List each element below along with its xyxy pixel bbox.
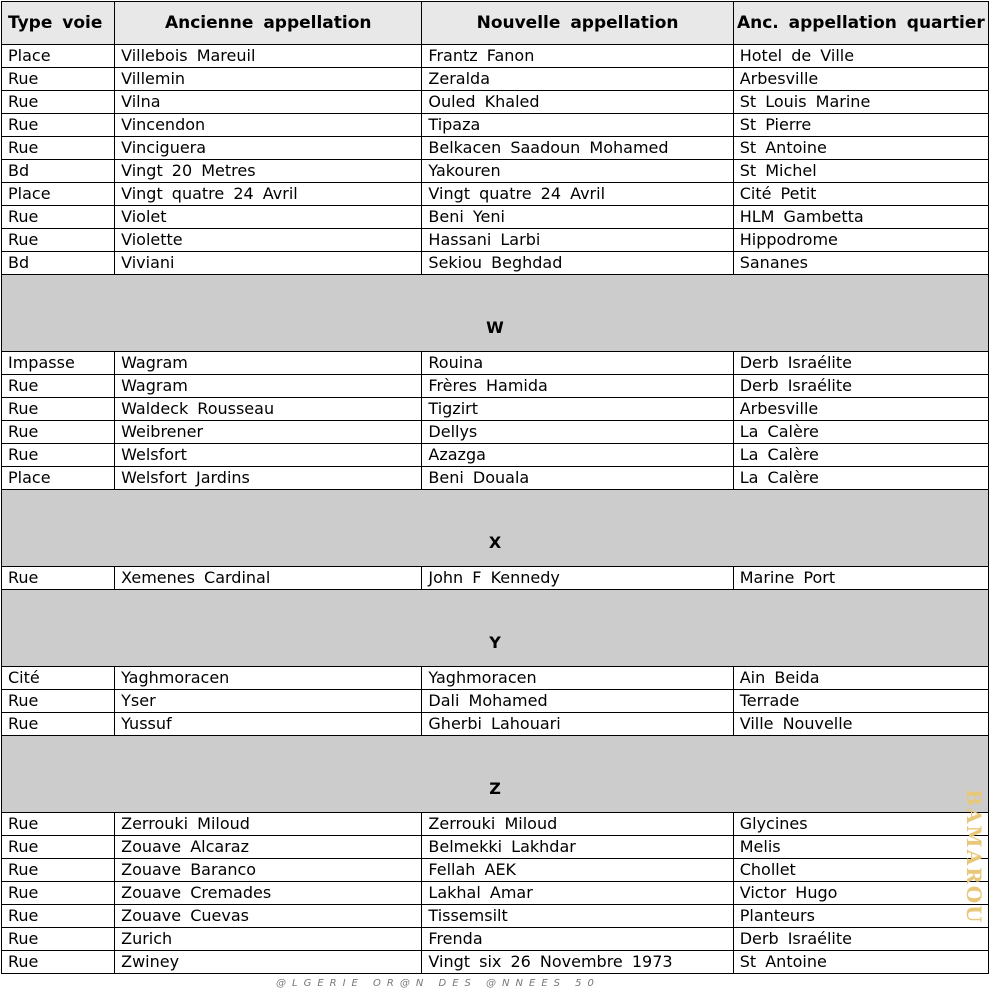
cell-type-voie: Bd — [2, 252, 115, 275]
cell-type-voie: Rue — [2, 114, 115, 137]
cell-quartier: Hotel de Ville — [733, 45, 988, 68]
watermark-signature: BAMAROU — [962, 789, 986, 925]
cell-quartier: Hippodrome — [733, 229, 988, 252]
header-ancienne-appellation: Ancienne appellation — [115, 2, 422, 45]
cell-nouvelle-appellation: Frenda — [422, 928, 733, 951]
cell-nouvelle-appellation: Belkacen Saadoun Mohamed — [422, 137, 733, 160]
cell-nouvelle-appellation: Hassani Larbi — [422, 229, 733, 252]
cell-ancienne-appellation: Yaghmoracen — [115, 667, 422, 690]
table-row — [2, 45, 989, 68]
table-row — [2, 444, 989, 467]
cell-quartier: Chollet — [733, 859, 988, 882]
letter-section-row — [2, 590, 989, 667]
cell-ancienne-appellation: Violette — [115, 229, 422, 252]
cell-ancienne-appellation: Vincendon — [115, 114, 422, 137]
cell-nouvelle-appellation: Sekiou Beghdad — [422, 252, 733, 275]
cell-nouvelle-appellation: Beni Yeni — [422, 206, 733, 229]
cell-type-voie: Rue — [2, 206, 115, 229]
cell-quartier: St Antoine — [733, 137, 988, 160]
cell-type-voie: Cité — [2, 667, 115, 690]
letter-section-row — [2, 490, 989, 567]
cell-nouvelle-appellation: Tissemsilt — [422, 905, 733, 928]
cell-ancienne-appellation: Zouave Cremades — [115, 882, 422, 905]
cell-quartier: Planteurs — [733, 905, 988, 928]
cell-ancienne-appellation: Welsfort Jardins — [115, 467, 422, 490]
cell-nouvelle-appellation: Rouina — [422, 352, 733, 375]
cell-ancienne-appellation: Zouave Alcaraz — [115, 836, 422, 859]
cell-ancienne-appellation: Vinciguera — [115, 137, 422, 160]
cell-nouvelle-appellation: Vingt quatre 24 Avril — [422, 183, 733, 206]
cell-quartier: Derb Israélite — [733, 375, 988, 398]
cell-type-voie: Bd — [2, 160, 115, 183]
cell-type-voie: Impasse — [2, 352, 115, 375]
cell-quartier: Victor Hugo — [733, 882, 988, 905]
cell-nouvelle-appellation: Yaghmoracen — [422, 667, 733, 690]
table-row — [2, 68, 989, 91]
cell-quartier: St Louis Marine — [733, 91, 988, 114]
table-row — [2, 928, 989, 951]
cell-nouvelle-appellation: Lakhal Amar — [422, 882, 733, 905]
cell-quartier: Arbesville — [733, 398, 988, 421]
cell-ancienne-appellation: Zouave Baranco — [115, 859, 422, 882]
cell-type-voie: Place — [2, 183, 115, 206]
cell-quartier: Arbesville — [733, 68, 988, 91]
cell-quartier: Glycines — [733, 813, 988, 836]
cell-quartier: La Calère — [733, 421, 988, 444]
section-letter: X — [2, 490, 989, 567]
table-row — [2, 859, 989, 882]
cell-nouvelle-appellation: Azazga — [422, 444, 733, 467]
cell-type-voie: Rue — [2, 398, 115, 421]
table-row — [2, 398, 989, 421]
letter-section-row — [2, 736, 989, 813]
cell-nouvelle-appellation: Frères Hamida — [422, 375, 733, 398]
cell-ancienne-appellation: Zwiney — [115, 951, 422, 974]
table-row — [2, 421, 989, 444]
cell-nouvelle-appellation: Dellys — [422, 421, 733, 444]
cell-nouvelle-appellation: Belmekki Lakhdar — [422, 836, 733, 859]
cell-type-voie: Rue — [2, 836, 115, 859]
cell-type-voie: Rue — [2, 229, 115, 252]
cell-ancienne-appellation: Villemin — [115, 68, 422, 91]
table-row — [2, 352, 989, 375]
footer-credit: @LGERIE OR@N DES @NNEES 50 — [276, 978, 600, 989]
cell-nouvelle-appellation: Yakouren — [422, 160, 733, 183]
cell-ancienne-appellation: Vingt quatre 24 Avril — [115, 183, 422, 206]
cell-nouvelle-appellation: Tigzirt — [422, 398, 733, 421]
cell-quartier: St Antoine — [733, 951, 988, 974]
cell-ancienne-appellation: Zurich — [115, 928, 422, 951]
table-row — [2, 667, 989, 690]
cell-nouvelle-appellation: Zerrouki Miloud — [422, 813, 733, 836]
cell-ancienne-appellation: Weibrener — [115, 421, 422, 444]
cell-type-voie: Place — [2, 467, 115, 490]
cell-ancienne-appellation: Zouave Cuevas — [115, 905, 422, 928]
cell-type-voie: Rue — [2, 905, 115, 928]
table-row — [2, 183, 989, 206]
cell-ancienne-appellation: Violet — [115, 206, 422, 229]
table-row — [2, 713, 989, 736]
cell-quartier: Ain Beida — [733, 667, 988, 690]
cell-ancienne-appellation: Wagram — [115, 375, 422, 398]
cell-nouvelle-appellation: Zeralda — [422, 68, 733, 91]
cell-ancienne-appellation: Vingt 20 Metres — [115, 160, 422, 183]
cell-ancienne-appellation: Vilna — [115, 91, 422, 114]
table-body — [2, 45, 989, 974]
header-row — [2, 2, 989, 45]
table-row — [2, 375, 989, 398]
cell-quartier: Melis — [733, 836, 988, 859]
cell-quartier: Derb Israélite — [733, 928, 988, 951]
table-row — [2, 160, 989, 183]
cell-ancienne-appellation: Villebois Mareuil — [115, 45, 422, 68]
cell-nouvelle-appellation: Fellah AEK — [422, 859, 733, 882]
table-row — [2, 91, 989, 114]
table-row — [2, 252, 989, 275]
table-row — [2, 229, 989, 252]
cell-type-voie: Rue — [2, 813, 115, 836]
letter-section-row — [2, 275, 989, 352]
cell-nouvelle-appellation: Tipaza — [422, 114, 733, 137]
cell-type-voie: Rue — [2, 690, 115, 713]
cell-type-voie: Rue — [2, 137, 115, 160]
cell-quartier: Cité Petit — [733, 183, 988, 206]
cell-quartier: HLM Gambetta — [733, 206, 988, 229]
section-letter: Z — [2, 736, 989, 813]
table-row — [2, 206, 989, 229]
cell-quartier: Sananes — [733, 252, 988, 275]
cell-ancienne-appellation: Yussuf — [115, 713, 422, 736]
cell-nouvelle-appellation: Dali Mohamed — [422, 690, 733, 713]
cell-quartier: Derb Israélite — [733, 352, 988, 375]
table-row — [2, 836, 989, 859]
cell-nouvelle-appellation: Beni Douala — [422, 467, 733, 490]
header-quartier: Anc. appellation quartier — [733, 2, 988, 45]
cell-ancienne-appellation: Wagram — [115, 352, 422, 375]
cell-quartier: St Michel — [733, 160, 988, 183]
cell-type-voie: Rue — [2, 713, 115, 736]
cell-ancienne-appellation: Xemenes Cardinal — [115, 567, 422, 590]
header-type-voie: Type voie — [2, 2, 115, 45]
section-letter: W — [2, 275, 989, 352]
cell-type-voie: Rue — [2, 444, 115, 467]
cell-type-voie: Rue — [2, 91, 115, 114]
cell-type-voie: Rue — [2, 567, 115, 590]
cell-quartier: Terrade — [733, 690, 988, 713]
cell-ancienne-appellation: Yser — [115, 690, 422, 713]
table-row — [2, 905, 989, 928]
street-renaming-table — [1, 1, 989, 974]
cell-ancienne-appellation: Waldeck Rousseau — [115, 398, 422, 421]
cell-nouvelle-appellation: Gherbi Lahouari — [422, 713, 733, 736]
table-row — [2, 813, 989, 836]
cell-type-voie: Rue — [2, 859, 115, 882]
cell-type-voie: Rue — [2, 928, 115, 951]
table-row — [2, 951, 989, 974]
table-row — [2, 114, 989, 137]
cell-nouvelle-appellation: Ouled Khaled — [422, 91, 733, 114]
cell-type-voie: Rue — [2, 68, 115, 91]
cell-quartier: St Pierre — [733, 114, 988, 137]
cell-quartier: La Calère — [733, 444, 988, 467]
cell-quartier: Ville Nouvelle — [733, 713, 988, 736]
table-row — [2, 690, 989, 713]
section-letter: Y — [2, 590, 989, 667]
cell-type-voie: Place — [2, 45, 115, 68]
cell-ancienne-appellation: Viviani — [115, 252, 422, 275]
table-header — [2, 2, 989, 45]
cell-nouvelle-appellation: Vingt six 26 Novembre 1973 — [422, 951, 733, 974]
cell-quartier: La Calère — [733, 467, 988, 490]
table-row — [2, 467, 989, 490]
cell-type-voie: Rue — [2, 882, 115, 905]
cell-type-voie: Rue — [2, 375, 115, 398]
table-row — [2, 137, 989, 160]
cell-nouvelle-appellation: Frantz Fanon — [422, 45, 733, 68]
table-row — [2, 882, 989, 905]
header-nouvelle-appellation: Nouvelle appellation — [422, 2, 733, 45]
table-row — [2, 567, 989, 590]
cell-ancienne-appellation: Zerrouki Miloud — [115, 813, 422, 836]
cell-quartier: Marine Port — [733, 567, 988, 590]
cell-ancienne-appellation: Welsfort — [115, 444, 422, 467]
cell-type-voie: Rue — [2, 951, 115, 974]
cell-type-voie: Rue — [2, 421, 115, 444]
cell-nouvelle-appellation: John F Kennedy — [422, 567, 733, 590]
